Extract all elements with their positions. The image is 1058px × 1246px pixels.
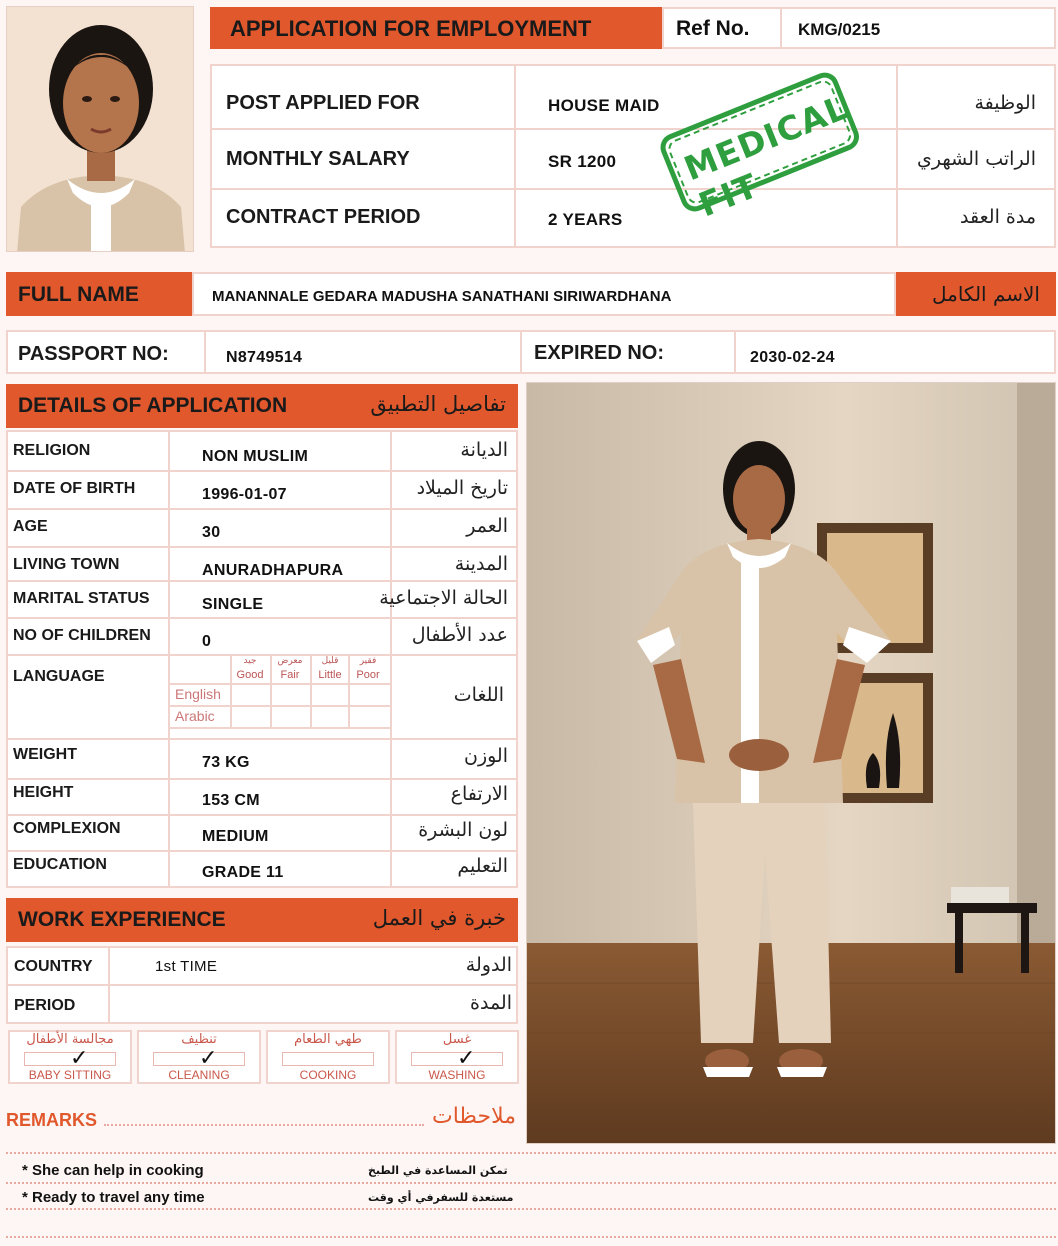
passport-value: N8749514 xyxy=(226,349,303,366)
full-body-photo xyxy=(526,382,1056,1144)
detail-label: RELIGION xyxy=(13,442,91,459)
remarks-label: REMARKS xyxy=(6,1110,98,1130)
ref-value-box xyxy=(780,7,1056,49)
post-row-arabic: مدة العقد xyxy=(960,206,1036,228)
detail-label: LIVING TOWN xyxy=(13,556,120,573)
country-label: COUNTRY xyxy=(14,958,93,975)
remark-line: * Ready to travel any time xyxy=(22,1189,205,1206)
details-header-bar xyxy=(6,384,518,428)
detail-arabic: الارتفاع xyxy=(450,783,508,805)
detail-value: MEDIUM xyxy=(202,828,269,845)
full-name-value: MANANNALE GEDARA MADUSHA SANATHANI SIRIWARDHANA xyxy=(212,288,672,305)
details-title-arabic: تفاصيل التطبيق xyxy=(370,392,506,416)
remark-line-arabic: تمكن المساعدة في الطبخ xyxy=(368,1164,508,1177)
details-title: DETAILS OF APPLICATION xyxy=(18,394,288,417)
skill-arabic: مجالسة الأطفال xyxy=(26,1032,114,1047)
skill-arabic: طهي الطعام xyxy=(294,1032,362,1047)
detail-value: SINGLE xyxy=(202,596,264,613)
skill-label: CLEANING xyxy=(168,1068,230,1082)
detail-value: ANURADHAPURA xyxy=(202,562,344,579)
detail-arabic: المدينة xyxy=(454,553,508,575)
detail-label: HEIGHT xyxy=(13,784,74,801)
skill-label: COOKING xyxy=(299,1068,357,1082)
period-arabic: المدة xyxy=(470,992,512,1014)
full-name-arabic: الاسم الكامل xyxy=(931,282,1040,306)
detail-value: 0 xyxy=(202,633,212,650)
post-row-value: 2 YEARS xyxy=(548,210,623,229)
detail-label: AGE xyxy=(13,518,48,535)
language-name: English xyxy=(175,686,221,702)
skill-label: WASHING xyxy=(428,1068,486,1082)
check-mark-icon: ✓ xyxy=(199,1046,218,1071)
detail-value: 153 CM xyxy=(202,792,260,809)
post-row-value: SR 1200 xyxy=(548,152,617,171)
detail-value: 73 KG xyxy=(202,754,250,771)
language-level-label: Poor xyxy=(356,669,380,681)
detail-value: GRADE 11 xyxy=(202,864,284,881)
language-level-label: Little xyxy=(318,669,342,681)
detail-label: EDUCATION xyxy=(13,856,107,873)
detail-label: NO OF CHILDREN xyxy=(13,627,151,644)
language-label: LANGUAGE xyxy=(13,668,105,685)
language-level-label: Fair xyxy=(280,669,300,681)
full-name-label: FULL NAME xyxy=(18,283,139,306)
passport-label: PASSPORT NO: xyxy=(18,343,169,365)
header-title-bar xyxy=(210,7,662,49)
language-level-arabic: معرض xyxy=(277,656,303,666)
skill-arabic: تنظيف xyxy=(181,1032,217,1047)
work-title: WORK EXPERIENCE xyxy=(18,908,226,931)
detail-arabic: تاريخ الميلاد xyxy=(416,477,508,499)
language-name: Arabic xyxy=(175,708,215,724)
skill-checkbox[interactable] xyxy=(282,1052,374,1066)
remark-line-arabic: مستعدة للسفرفي أي وقت xyxy=(368,1191,514,1204)
detail-arabic: عدد الأطفال xyxy=(411,624,508,646)
portrait-image xyxy=(7,7,194,252)
detail-arabic: الحالة الاجتماعية xyxy=(379,587,508,609)
portrait-photo xyxy=(6,6,194,252)
country-arabic: الدولة xyxy=(465,954,512,976)
skill-label: BABY SITTING xyxy=(28,1068,112,1082)
full-name-value-box xyxy=(192,272,896,316)
language-level-label: Good xyxy=(236,669,264,681)
language-level-arabic: فقير xyxy=(359,656,377,666)
ref-label-box xyxy=(662,7,782,49)
detail-value: 1996-01-07 xyxy=(202,486,287,503)
language-arabic: اللغات xyxy=(453,684,504,706)
post-row-value: HOUSE MAID xyxy=(548,96,660,115)
ref-label: Ref No. xyxy=(676,17,750,40)
ref-value: KMG/0215 xyxy=(798,20,881,39)
post-row-arabic: الراتب الشهري xyxy=(917,148,1036,170)
detail-label: DATE OF BIRTH xyxy=(13,480,136,497)
post-row-arabic: الوظيفة xyxy=(974,92,1036,114)
work-title-arabic: خبرة في العمل xyxy=(372,906,506,930)
detail-label: WEIGHT xyxy=(13,746,77,763)
check-mark-icon: ✓ xyxy=(457,1046,476,1071)
detail-label: MARITAL STATUS xyxy=(13,590,150,607)
post-row-label: CONTRACT PERIOD xyxy=(226,206,421,228)
post-row-label: POST APPLIED FOR xyxy=(226,92,420,114)
post-row-label: MONTHLY SALARY xyxy=(226,148,410,170)
detail-value: 30 xyxy=(202,524,221,541)
check-mark-icon: ✓ xyxy=(70,1046,89,1071)
language-level-arabic: قليل xyxy=(321,656,339,666)
expiry-value: 2030-02-24 xyxy=(750,349,835,366)
work-header-bar xyxy=(6,898,518,942)
expiry-label: EXPIRED NO: xyxy=(534,342,665,364)
detail-value: NON MUSLIM xyxy=(202,448,309,465)
skill-arabic: غسل xyxy=(442,1032,472,1047)
detail-arabic: العمر xyxy=(466,515,508,537)
medical-fit-stamp-text: MEDICAL FIT xyxy=(678,87,854,225)
detail-arabic: الوزن xyxy=(463,745,508,767)
full-body-image xyxy=(527,383,1056,1144)
page-title: APPLICATION FOR EMPLOYMENT xyxy=(230,16,592,41)
country-value: 1st TIME xyxy=(155,958,218,975)
detail-label: COMPLEXION xyxy=(13,820,121,837)
full-name-arabic-box xyxy=(896,272,1056,316)
period-label: PERIOD xyxy=(14,997,76,1014)
full-name-label-box xyxy=(6,272,192,316)
remark-line: * She can help in cooking xyxy=(22,1162,204,1179)
remarks-label-arabic: ملاحظات xyxy=(432,1104,516,1129)
language-level-arabic: جيد xyxy=(243,656,257,666)
detail-arabic: لون البشرة xyxy=(418,819,508,841)
detail-arabic: الديانة xyxy=(460,439,508,461)
detail-arabic: التعليم xyxy=(457,855,508,877)
